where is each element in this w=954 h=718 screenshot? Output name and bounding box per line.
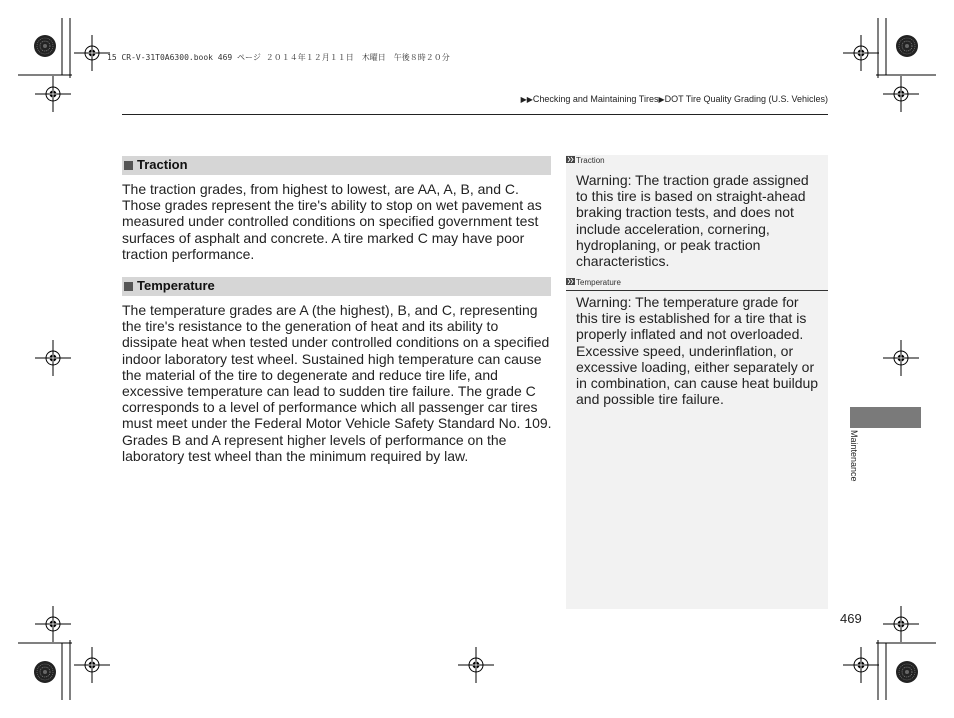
breadcrumb-arrow-icon: ▶: [658, 95, 665, 104]
section-heading-traction: [122, 156, 551, 175]
note-text-traction: Warning: The traction grade assigned to this tire is based on straight-ahead braking traction tests, and does not include acceleration, cornering, hydroplaning, or peak traction characteristics.: [576, 172, 809, 270]
note-reference-icon: [566, 156, 575, 163]
section-body-temperature: The temperature grades are A (the highest), B, and C, representing the tire's resistance to the generation of heat and its ability to dissipate heat when tested under controlled conditions on a specified indoor laboratory test wheel. Sustained high temperature can cause the material of the tire to degenerate and reduce tire life, and excessive temperature can lead to sudden tire failure. The grade C corresponds to a level of performance which all passenger car tires must meet under the Federal Motor Vehicle Safety Standard No. 109. Grades B and A represent higher levels of performance on the laboratory test wheel than the minimum required by law.: [122, 302, 552, 464]
breadcrumb-item[interactable]: DOT Tire Quality Grading (U.S. Vehicles): [664, 94, 828, 104]
breadcrumb: [521, 94, 828, 104]
chapter-label: [843, 430, 863, 500]
note-label-text: Temperature: [576, 278, 621, 287]
note-label-traction: [566, 156, 605, 165]
note-text-temperature: Warning: The temperature grade for this tire is established for a tire that is properly inflated and not overloaded. Excessive speed, underinflation, or excessive loading, either separately or in combination, can cause heat buildup and possible tire failure.: [576, 294, 819, 408]
section-body-traction: The traction grades, from highest to lowest, are AA, A, B, and C. Those grades represent the tire's ability to stop on wet pavement as measured under controlled conditions on specified government test surfaces of asphalt and concrete. A tire marked C may have poor traction performance.: [122, 181, 542, 262]
breadcrumb-item[interactable]: Checking and Maintaining Tires: [532, 94, 659, 104]
header-rule: [122, 114, 828, 115]
side-notes-panel: [566, 155, 828, 609]
page-number: 469: [840, 611, 862, 626]
print-header: 15 CR-V-31T0A6300.book 469 ページ ２０１４年１２月１１日 木曜日 午後８時２０分: [107, 53, 450, 62]
chapter-label-text: Maintenance: [849, 430, 859, 482]
square-bullet-icon: [124, 282, 133, 291]
note-divider: [566, 290, 828, 291]
square-bullet-icon: [124, 161, 133, 170]
note-reference-icon: [566, 278, 575, 285]
section-heading-temperature: [122, 277, 551, 296]
note-label-text: Traction: [576, 156, 605, 165]
section-title: Traction: [137, 157, 188, 172]
breadcrumb-arrow-icon: ▶▶: [520, 95, 533, 104]
chapter-tab[interactable]: [850, 407, 921, 428]
section-title: Temperature: [137, 278, 215, 293]
note-label-temperature: [566, 278, 621, 287]
